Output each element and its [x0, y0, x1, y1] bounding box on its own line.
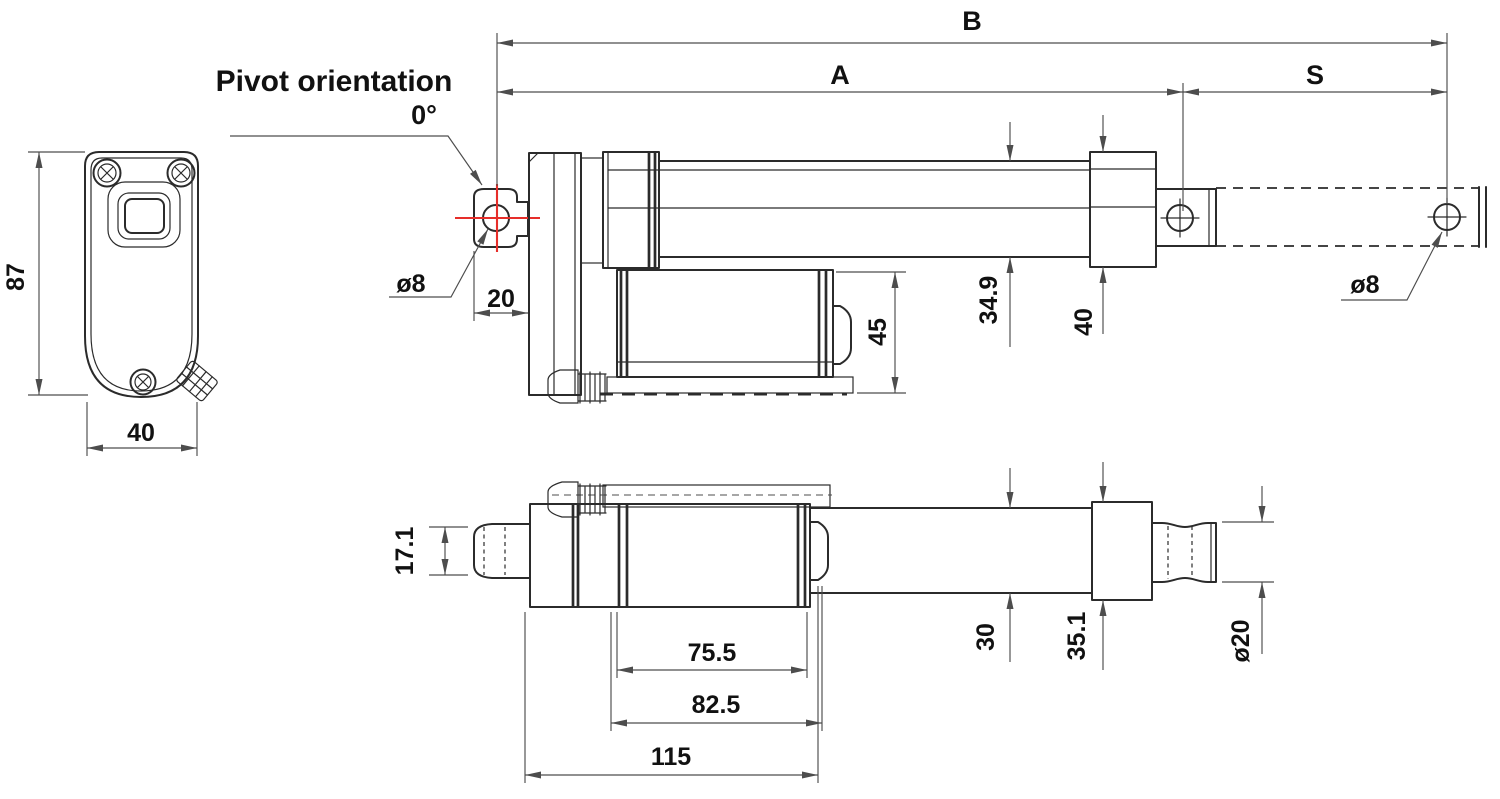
dim-B-label: B	[962, 6, 982, 36]
end-view-body-outline	[85, 152, 198, 397]
pivot-boss	[108, 182, 180, 247]
dim-20-label: 20	[487, 285, 515, 313]
side-view-top	[389, 6, 1486, 403]
dim-30-label: 30	[972, 623, 1000, 651]
dim-40-block-label: 40	[1070, 308, 1098, 336]
outer-tube	[608, 161, 1090, 257]
pivot-orientation-label: Pivot orientation	[215, 65, 453, 98]
screw-top-left-icon	[94, 160, 121, 187]
dim-17-1-label: 17.1	[391, 526, 419, 576]
dim-115-label: 115	[650, 743, 692, 771]
rod-end-bottom	[1152, 523, 1216, 582]
dim-o8-front-label: ø8	[1350, 271, 1380, 299]
screw-top-right-icon	[168, 160, 195, 187]
motor-body	[617, 270, 851, 377]
dim-o20-label: ø20	[1227, 619, 1255, 663]
cable-gland-end-view	[176, 360, 219, 402]
dim-34-9-label: 34.9	[975, 275, 1003, 325]
side-view-bottom	[391, 462, 1274, 783]
pivot-angle-label: 0°	[411, 100, 437, 130]
dim-75-5-label: 75.5	[687, 639, 737, 667]
pivot-orientation-callout	[216, 65, 482, 185]
motor-front-cap	[833, 306, 851, 364]
dim-35-1-label: 35.1	[1063, 611, 1091, 661]
housing-neck	[581, 158, 603, 263]
dim-A-label: A	[830, 60, 850, 90]
cable-gland-top-view	[548, 370, 606, 403]
rod-hole-target-icon	[1161, 199, 1199, 237]
gear-housing	[529, 153, 581, 395]
mounting-plate	[607, 377, 853, 393]
dim-o8-rear-label: ø8	[396, 270, 426, 298]
dim-87-label: 87	[2, 263, 30, 291]
end-view	[2, 152, 218, 456]
front-end-block-bottom	[1092, 502, 1152, 600]
rear-pivot-pin	[474, 524, 530, 578]
dim-S-label: S	[1305, 60, 1325, 90]
motor-front-cap-bottom	[810, 522, 828, 580]
dim-45-label: 45	[864, 318, 892, 346]
pivot-orientation-leader	[230, 136, 482, 185]
dim-40-width-label: 40	[127, 419, 155, 447]
dim-82-5-label: 82.5	[691, 691, 741, 719]
motor-housing-bottom	[530, 504, 828, 607]
